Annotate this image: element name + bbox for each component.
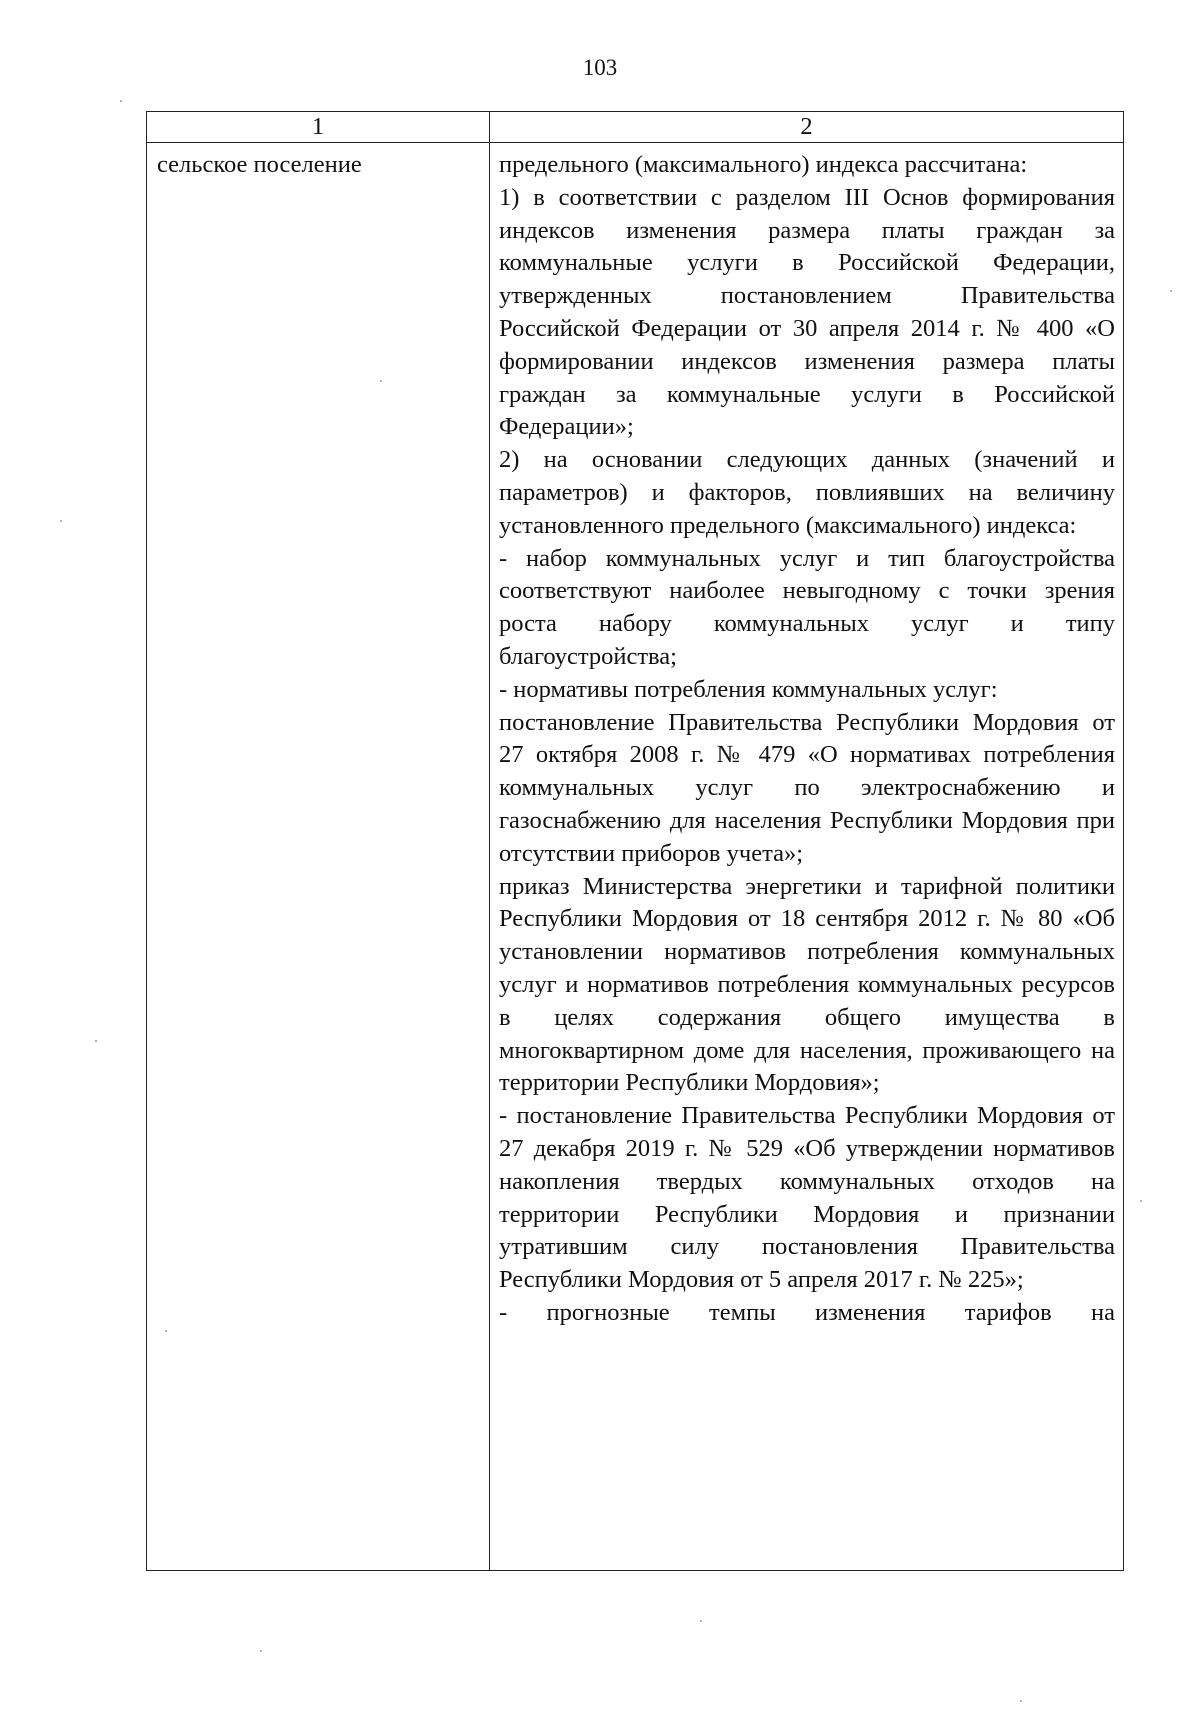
page-number: 103 [582, 55, 618, 80]
paragraph-tariff-forecast: - прогнозные темпы изменения тарифов на [499, 1298, 1115, 1326]
document-table [146, 111, 1124, 1571]
paragraph-order-80: приказ Министерства энергетики и тарифной политики Республики Мордовия от 18 сентября 2012 г. № 80 «Об установлении нормативов потребления коммунальных услуг и нормативов потребления коммунальных ресурсов в целях содержания общего имущества в многоквартирном доме для населения, проживающего на территории Республики Мордовия»; [499, 872, 1115, 1097]
paragraph-resolution-529: - постановление Правительства Республики Мордовия от 27 декабря 2019 г. № 529 «Об утверждении нормативов накопления твердых коммунальных отходов на территории Республики Мордовия и признании утратившим силу постановления Правительства Республики Мордовия от 5 апреля 2017 г. № 225»; [499, 1102, 1115, 1294]
scan-speck [165, 1330, 167, 1332]
table-row [147, 143, 1124, 1571]
column-header-1: 1 [147, 112, 490, 143]
scan-speck [260, 1650, 262, 1652]
scan-speck [120, 100, 122, 102]
paragraph-intro: предельного (максимального) индекса рассчитана: [499, 151, 1028, 178]
description-cell [490, 143, 1124, 1571]
paragraph-resolution-479: постановление Правительства Республики Мордовия от 27 октября 2008 г. № 479 «О нормативах потребления коммунальных услуг по электроснабжению и газоснабжению для населения Республики Мордовия при отсутствии приборов учета»; [499, 708, 1115, 867]
table-header-row [147, 112, 1124, 143]
paragraph-services-set: - набор коммунальных услуг и тип благоустройства соответствуют наиболее невыгодному с точки зрения роста набору коммунальных услуг и типу благоустройства; [499, 544, 1115, 670]
scan-speck [95, 1040, 97, 1042]
scan-speck [1170, 290, 1172, 292]
scan-speck [380, 380, 382, 382]
paragraph-item-2: 2) на основании следующих данных (значений и параметров) и факторов, повлиявших на величину установленного предельного (максимального) индекса: [499, 446, 1115, 539]
territory-cell: сельское поселение [147, 143, 490, 1571]
scan-speck [1140, 1200, 1142, 1202]
column-header-2: 2 [490, 112, 1124, 143]
scan-speck [1020, 1700, 1022, 1702]
paragraph-norms-heading: - нормативы потребления коммунальных услуг: [499, 675, 998, 703]
scan-speck [700, 1620, 702, 1622]
paragraph-item-1: 1) в соответствии с разделом III Основ формирования индексов изменения размера платы граждан за коммунальные услуги в Российской Федерации, утвержденных постановлением Правительства Российской Федерации от 30 апреля 2014 г. № 400 «О формировании индексов изменения размера платы граждан за коммунальные услуги в Российской Федерации»; [499, 183, 1115, 441]
scan-speck [60, 520, 62, 522]
